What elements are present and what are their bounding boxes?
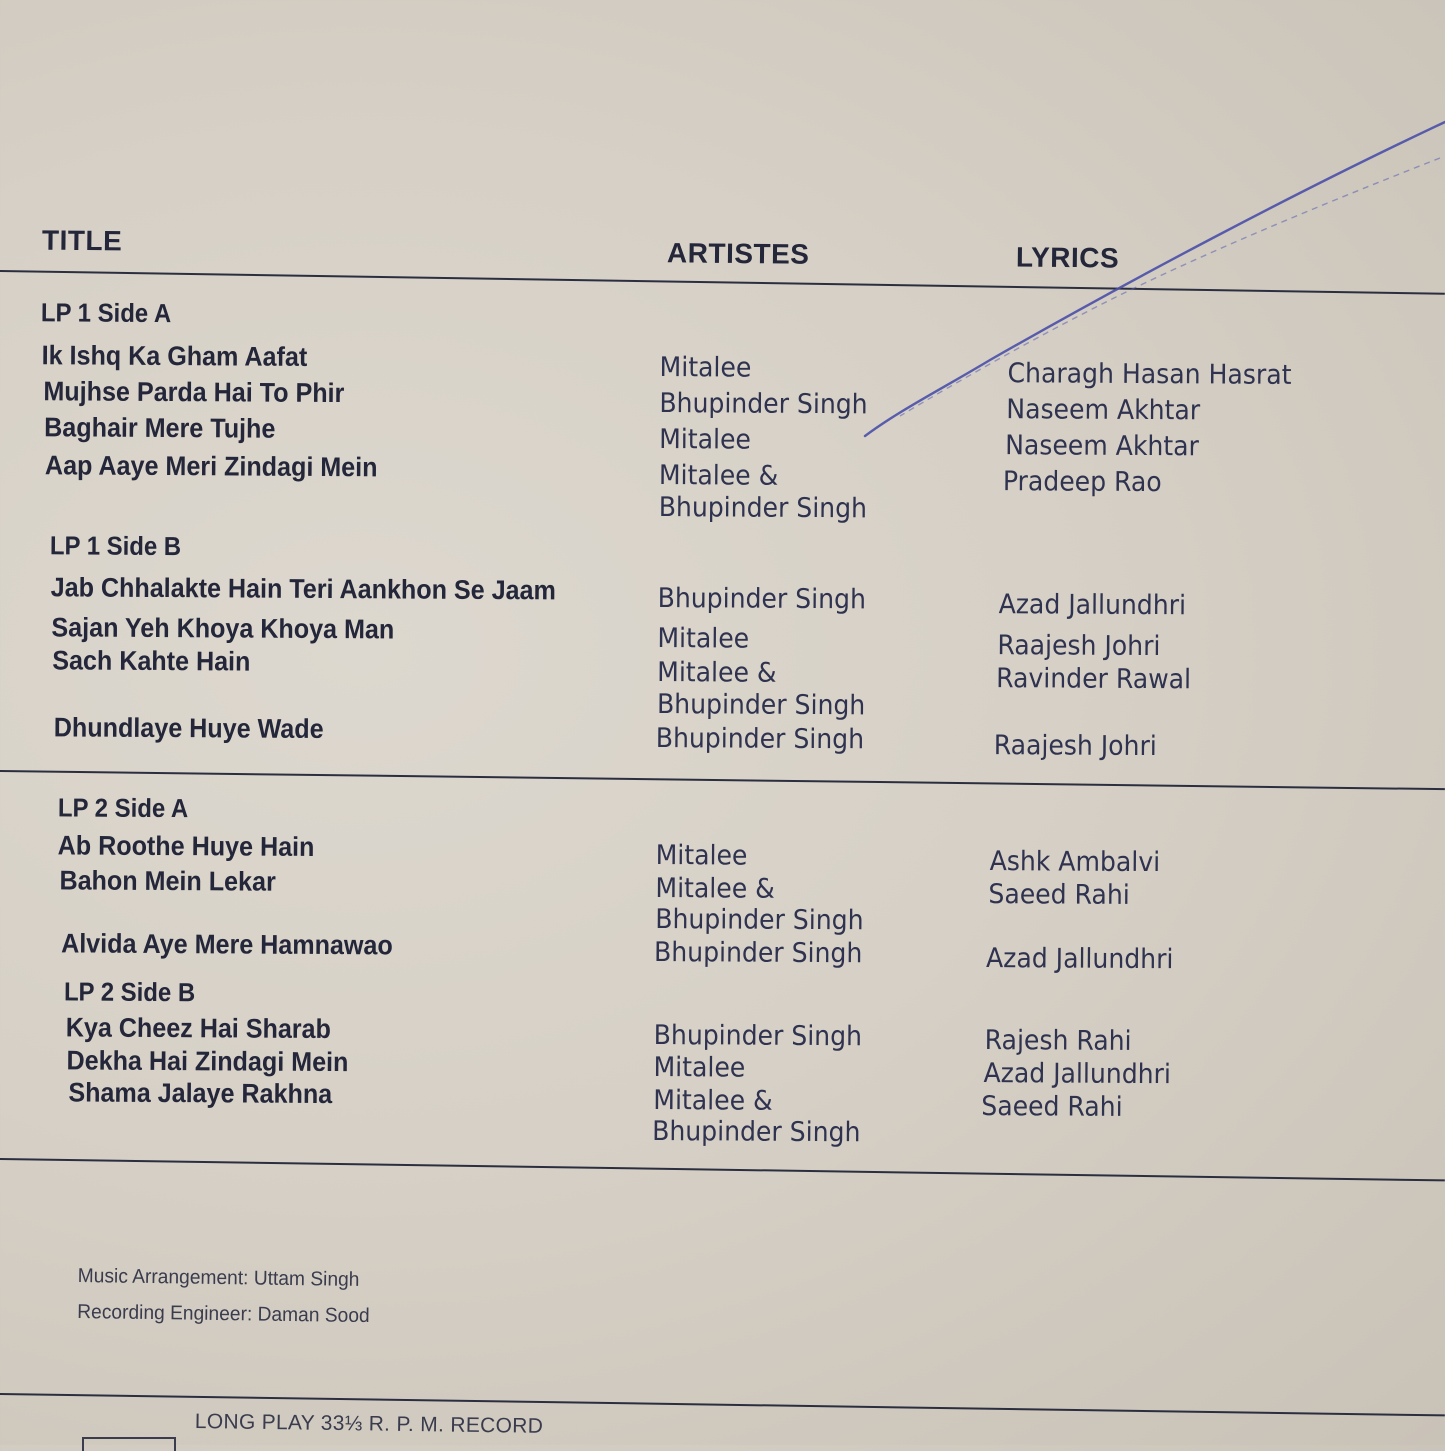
track-artist: Mitalee xyxy=(659,424,752,456)
track-artist: Mitalee & xyxy=(657,657,777,689)
rule-bottom xyxy=(0,1158,1445,1181)
side-label: LP 1 Side A xyxy=(40,297,172,329)
rule-lp-divider xyxy=(0,770,1445,790)
rule-header xyxy=(0,270,1445,295)
track-lyrics: Azad Jallundhri xyxy=(983,1058,1171,1091)
track-artist: Bhupinder Singh xyxy=(659,388,868,421)
credits xyxy=(77,1258,370,1334)
track-lyrics: Rajesh Rahi xyxy=(984,1025,1132,1057)
track-title: Ab Roothe Huye Hain xyxy=(57,830,315,862)
track-artist: Mitalee xyxy=(657,623,750,655)
track-title: Dhundlaye Huye Wade xyxy=(53,712,324,744)
track-lyrics: Saeed Rahi xyxy=(988,879,1130,911)
header-title: TITLE xyxy=(41,224,123,257)
track-artist: Bhupinder Singh xyxy=(658,492,868,525)
side-label: LP 2 Side A xyxy=(57,792,189,824)
track-artist: Bhupinder Singh xyxy=(655,723,865,756)
track-title: Baghair Mere Tujhe xyxy=(44,412,276,444)
track-title: Sach Kahte Hain xyxy=(52,645,251,677)
track-lyrics: Charagh Hasan Hasrat xyxy=(1007,358,1292,391)
track-title: Mujhse Parda Hai To Phir xyxy=(43,376,345,409)
track-artist: Mitalee xyxy=(653,1051,746,1084)
track-lyrics: Naseem Akhtar xyxy=(1005,430,1200,463)
footer-logo-box xyxy=(82,1437,176,1451)
track-title: Sajan Yeh Khoya Khoya Man xyxy=(51,612,395,645)
track-title: Kya Cheez Hai Sharab xyxy=(65,1012,332,1045)
track-lyrics: Raajesh Johri xyxy=(993,730,1157,763)
track-artist: Bhupinder Singh xyxy=(655,904,864,937)
track-title: Ik Ishq Ka Gham Aafat xyxy=(41,340,308,372)
track-artist: Mitalee xyxy=(659,352,752,384)
track-artist: Bhupinder Singh xyxy=(652,1115,861,1149)
header-lyrics: LYRICS xyxy=(1015,241,1120,274)
header-artistes: ARTISTES xyxy=(666,237,810,270)
track-lyrics: Azad Jallundhri xyxy=(998,589,1187,622)
side-label: LP 2 Side B xyxy=(63,976,196,1008)
track-lyrics: Azad Jallundhri xyxy=(985,943,1174,976)
track-title: Aap Aaye Meri Zindagi Mein xyxy=(44,450,378,483)
track-lyrics: Pradeep Rao xyxy=(1002,466,1162,499)
side-label: LP 1 Side B xyxy=(49,530,182,562)
credit-recording-engineer: Recording Engineer: Daman Sood xyxy=(77,1300,370,1328)
credit-music-arrangement: Music Arrangement: Uttam Singh xyxy=(77,1264,360,1291)
footer-format: LONG PLAY 33⅓ R. P. M. RECORD xyxy=(194,1410,544,1438)
track-title: Shama Jalaye Rakhna xyxy=(68,1077,333,1110)
track-artist: Bhupinder Singh xyxy=(657,583,867,616)
track-artist: Mitalee & xyxy=(653,1084,773,1117)
track-artist: Bhupinder Singh xyxy=(656,689,866,722)
track-title: Alvida Aye Mere Hamnawao xyxy=(61,928,393,961)
track-lyrics: Raajesh Johri xyxy=(997,630,1161,663)
track-artist: Bhupinder Singh xyxy=(653,1019,863,1053)
track-lyrics: Naseem Akhtar xyxy=(1006,394,1201,427)
track-title: Bahon Mein Lekar xyxy=(59,865,276,897)
track-artist: Bhupinder Singh xyxy=(653,936,863,970)
track-lyrics: Ashk Ambalvi xyxy=(989,846,1161,879)
track-title: Jab Chhalakte Hain Teri Aankhon Se Jaam xyxy=(50,572,556,606)
track-artist: Mitalee & xyxy=(658,460,779,492)
track-lyrics: Saeed Rahi xyxy=(981,1090,1123,1123)
track-artist: Mitalee & xyxy=(655,873,775,905)
track-artist: Mitalee xyxy=(655,840,748,872)
track-title: Dekha Hai Zindagi Mein xyxy=(66,1045,349,1078)
track-lyrics: Ravinder Rawal xyxy=(996,663,1192,696)
